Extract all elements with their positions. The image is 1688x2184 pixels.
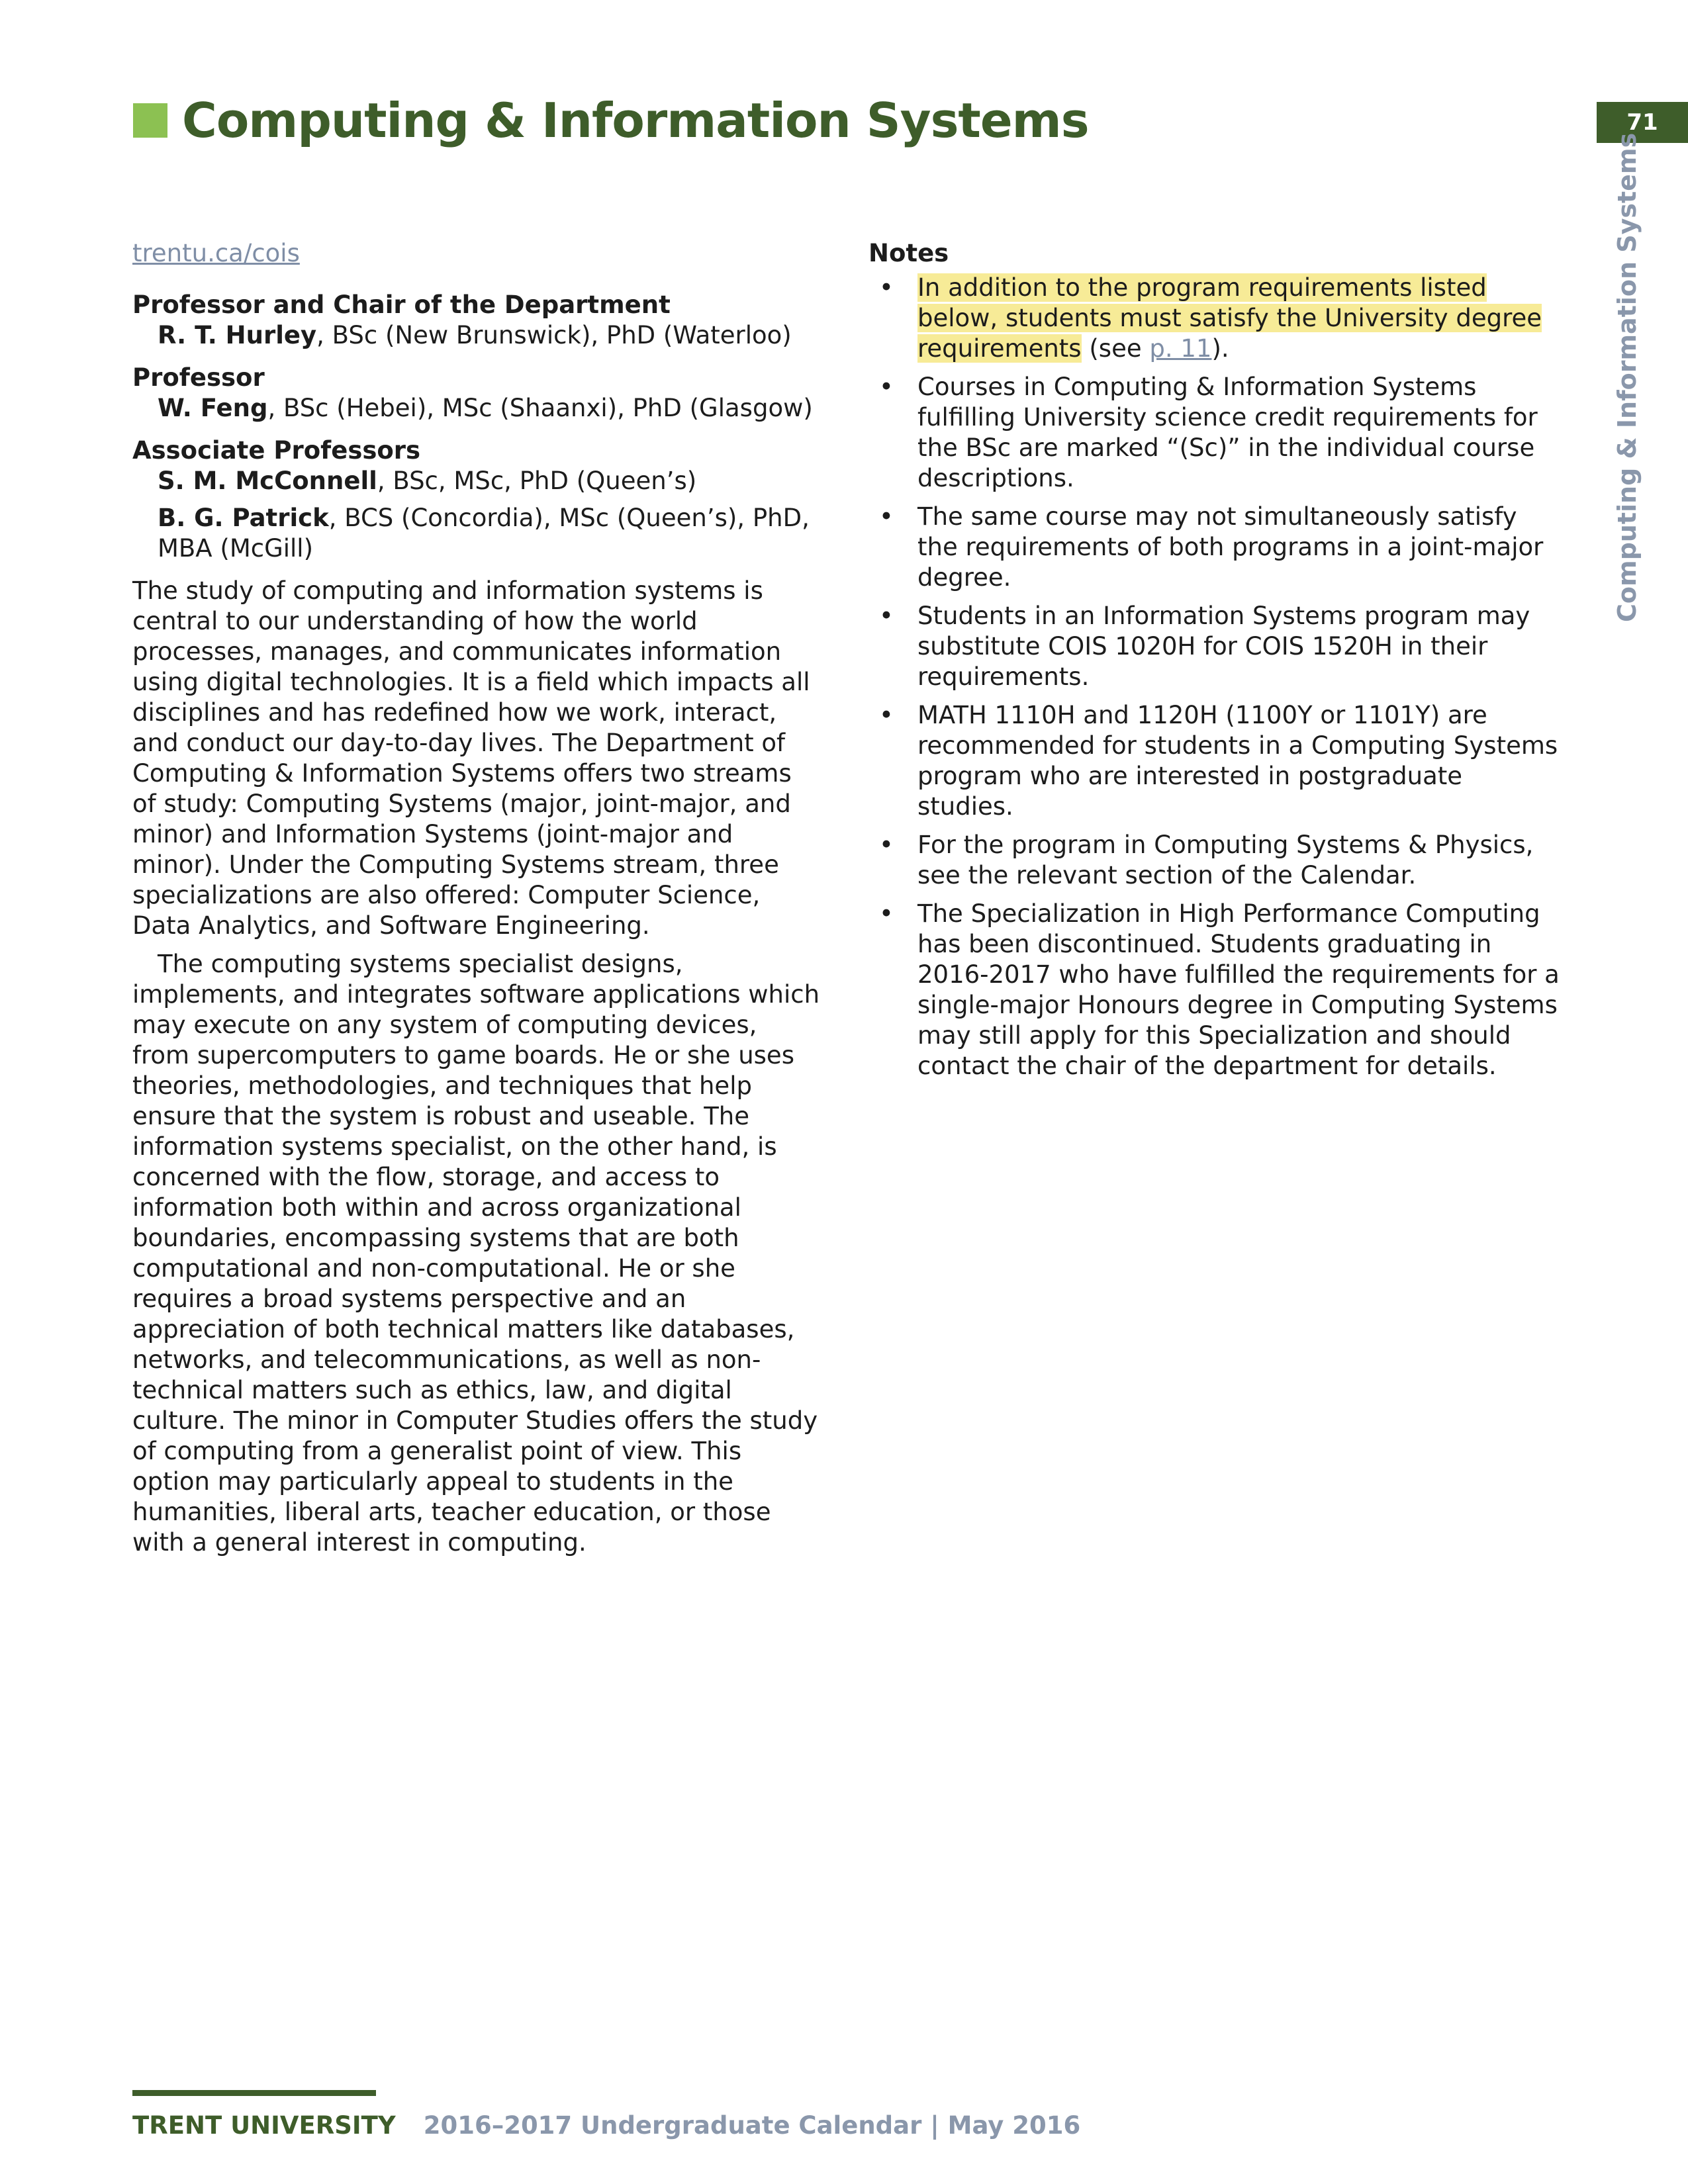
intro-paragraph: The study of computing and information systems is central to our understanding of how the world processes, manages, and communicates information using digital technologies. It is a field which impacts all disciplines and has redefined how we work, interact, and conduct our day-to-day lives. The Department of Computing & Information Systems offers two streams of study: Computing Systems (major, joint-major, and minor) and Information Systems (joint-major and minor). Under the Computing Systems stream, three specializations are also offered: Computer Science, Data Analytics, and Software Engineering. — [132, 576, 810, 940]
page-number: 71 — [1597, 102, 1688, 143]
bullet-icon: • — [879, 273, 894, 302]
professor-entry — [132, 393, 821, 424]
page-title: Computing & Information Systems — [182, 93, 1089, 148]
note-text: The same course may not simultaneously satisfy the requirements of both programs in a joint-major degree. — [917, 502, 1544, 592]
note-text: MATH 1110H and 1120H (1100Y or 1101Y) are recommended for students in a Computing Systems program who are interested in postgraduate studies. — [917, 701, 1558, 821]
associate-name: B. G. Patrick — [158, 504, 329, 532]
note-text: Courses in Computing & Information Systems fulfilling University science credit requirements for the BSc are marked “(Sc)” in the individual course descriptions. — [917, 373, 1538, 492]
bullet-icon: • — [879, 701, 894, 729]
chair-name: R. T. Hurley — [158, 321, 317, 349]
associate-entry — [132, 466, 821, 496]
chair-entry — [132, 320, 821, 351]
page-footer — [132, 2111, 1080, 2140]
professor-heading: Professor — [132, 363, 265, 392]
title-square-icon — [133, 103, 167, 138]
notes-column — [868, 238, 1564, 1089]
page-reference-link[interactable]: p. 11 — [1149, 334, 1212, 363]
bullet-icon: • — [879, 373, 894, 401]
professor-name: W. Feng — [158, 394, 268, 422]
associate-heading: Associate Professors — [132, 436, 421, 465]
chair-credentials: , BSc (New Brunswick), PhD (Waterloo) — [316, 321, 792, 349]
department-link[interactable]: trentu.ca/cois — [132, 239, 300, 267]
associate-credentials: , BCS (Concordia), MSc (Queen’s), PhD, MBA (McGill) — [158, 504, 810, 563]
chair-heading: Professor and Chair of the Department — [132, 291, 671, 319]
note-text: ). — [1211, 334, 1229, 363]
note-item — [868, 601, 1564, 692]
note-text: For the program in Computing Systems & Physics, see the relevant section of the Calendar. — [917, 831, 1534, 889]
note-item — [868, 899, 1564, 1081]
page-header — [133, 94, 1089, 147]
associate-name: S. M. McConnell — [158, 467, 377, 495]
bullet-icon: • — [879, 602, 894, 630]
note-item — [868, 273, 1564, 364]
note-text: Students in an Information Systems program may substitute COIS 1020H for COIS 1520H in their requirements. — [917, 602, 1530, 691]
highlighted-text: In addition to the program requirements listed below, students must satisfy the University degree requirements — [917, 273, 1542, 363]
note-item — [868, 502, 1564, 593]
specialist-paragraph: The computing systems specialist designs, implements, and integrates software applications which may execute on any system of computing devices, from supercomputers to game boards. He or she uses theories, methodologies, and techniques that help ensure that the system is robust and useable. The information systems specialist, on the other hand, is concerned with the flow, storage, and access to information both within and across organizational boundaries, encompassing systems that are both computational and non-computational. He or she requires a broad systems perspective and an appreciation of both technical matters like databases, networks, and telecommunications, as well as non-technical matters such as ethics, law, and digital culture. The minor in Computer Studies offers the study of computing from a generalist point of view. This option may particularly appeal to students in the humanities, liberal arts, teacher education, or those with a general interest in computing. — [132, 950, 820, 1557]
note-item — [868, 372, 1564, 494]
footer-rule — [132, 2090, 376, 2096]
bullet-icon: • — [879, 502, 894, 531]
bullet-icon: • — [879, 831, 894, 859]
section-side-tab: Computing & Information Systems — [1613, 132, 1642, 622]
associate-entry — [132, 503, 821, 564]
bullet-icon: • — [879, 899, 894, 928]
footer-organization: TRENT UNIVERSITY — [132, 2111, 396, 2140]
associate-credentials: , BSc, MSc, PhD (Queen’s) — [377, 467, 697, 495]
notes-heading: Notes — [868, 239, 949, 267]
note-item — [868, 700, 1564, 822]
note-text: The Specialization in High Performance Computing has been discontinued. Students graduating in 2016-2017 who have fulfilled the requirements for a single-major Honours degree in Computing Systems may still apply for this Specialization and should contact the chair of the department for details. — [917, 899, 1560, 1080]
note-item — [868, 830, 1564, 891]
notes-list — [868, 273, 1564, 1081]
left-column — [132, 238, 821, 1558]
note-text: (see — [1081, 334, 1150, 363]
footer-calendar: 2016–2017 Undergraduate Calendar | May 2016 — [423, 2111, 1081, 2140]
professor-credentials: , BSc (Hebei), MSc (Shaanxi), PhD (Glasgow) — [267, 394, 813, 422]
